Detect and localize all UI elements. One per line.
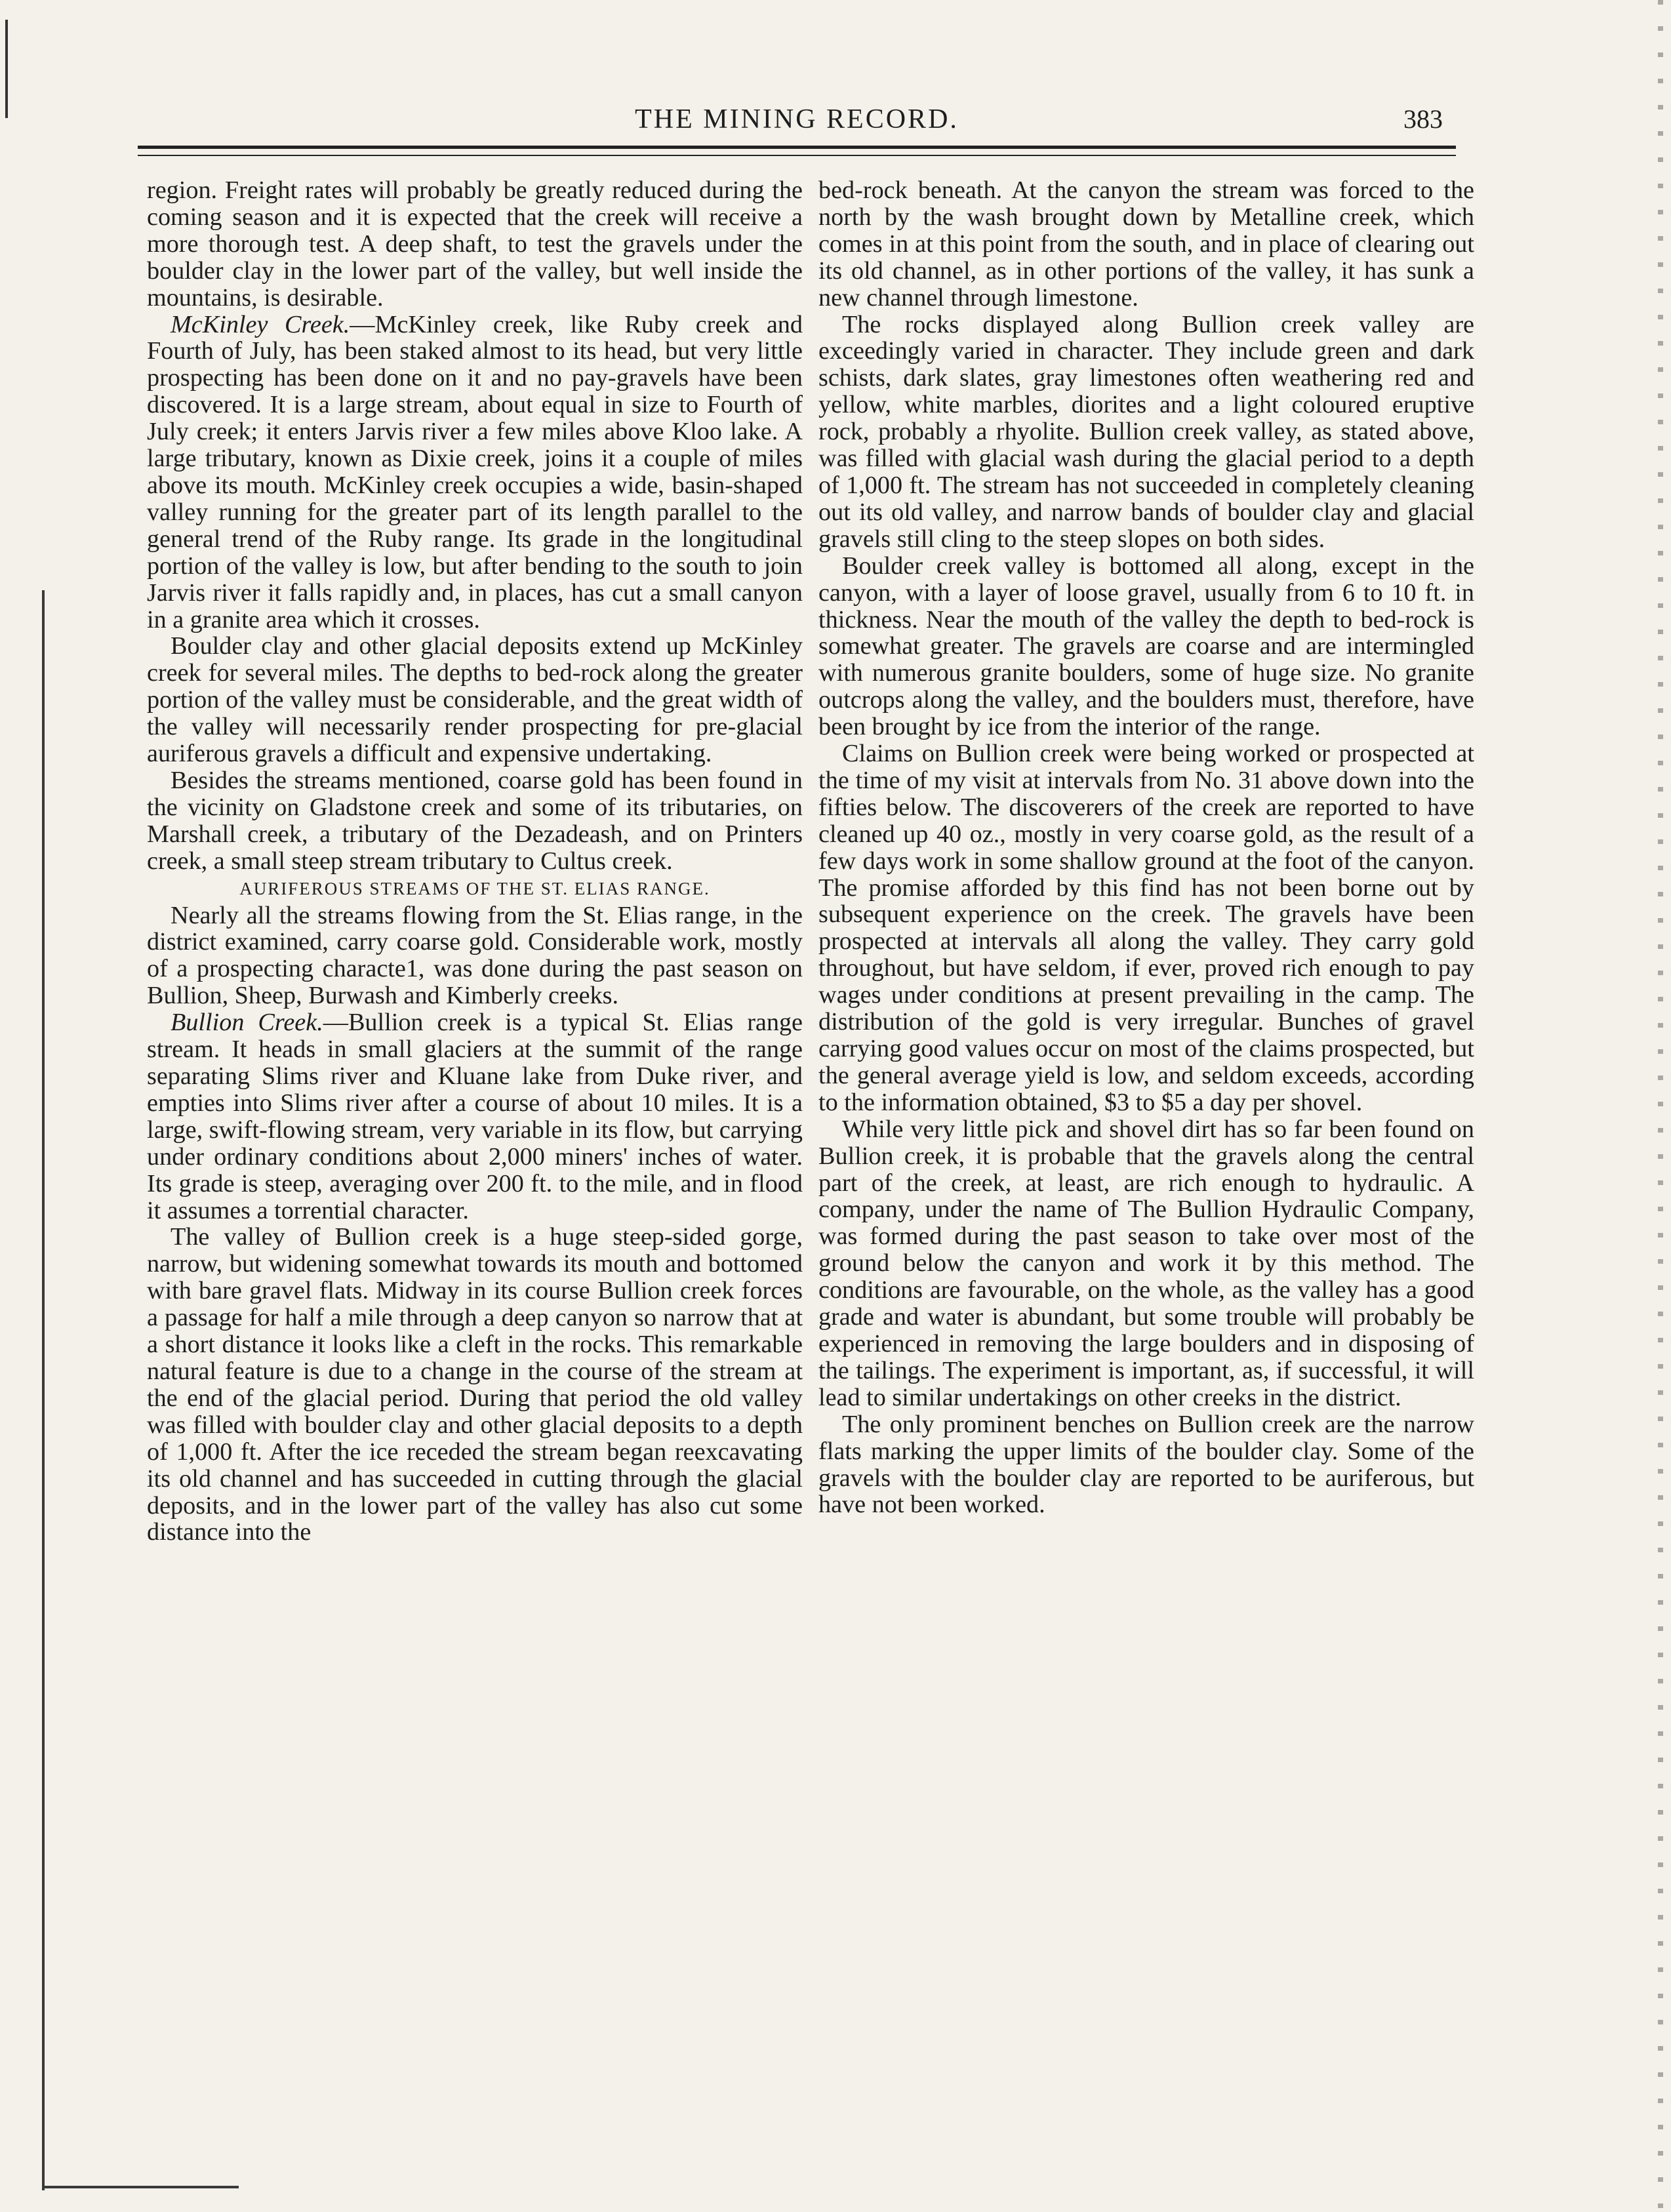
scan-edge-specks <box>1658 0 1663 2212</box>
page-number: 383 <box>1403 104 1443 134</box>
header-rule-thick <box>138 146 1456 149</box>
paragraph: Bullion Creek.—Bullion creek is a typical St. Elias range stream. It heads in small glaciers at the summit of the range separating Slims river and Kluane lake from Duke river, and empties into Slims river after a course of about 10 miles. It is a large, swift-flowing stream, very variable in its flow, but carrying under ordinary conditions about 2,000 miners' inches of water. Its grade is steep, averaging over 200 ft. to the mile, and in flood it assumes a torrential character. <box>147 1009 803 1224</box>
paragraph: region. Freight rates will probably be greatly reduced during the coming season and it is expected that the creek will receive a more thorough test. A deep shaft, to test the gravels under the boulder clay in the lower part of the valley, but well inside the mountains, is desirable. <box>147 176 803 312</box>
paragraph: Nearly all the streams flowing from the St. Elias range, in the district examined, carry coarse gold. Considerable work, mostly of a prospecting characte1, was done during the past season on Bullion, Sheep, Burwash and Kimberly creeks. <box>147 901 803 1010</box>
section-title: McKinley Creek. <box>171 310 350 338</box>
paragraph: Besides the streams mentioned, coarse gold has been found in the vicinity on Gladstone creek and some of its tributaries, on Marshall creek, a tributary of the Dezadeash, and on Printers creek, a small steep stream tributary to Cultus creek. <box>147 766 803 875</box>
right-column <box>818 177 1474 1518</box>
paragraph: Boulder clay and other glacial deposits extend up McKinley creek for several miles. The depths to bed-rock along the greater portion of the valley must be considerable, and the great width of the valley will necessarily render prospecting for pre-glacial auriferous gravels a difficult and expensive undertaking. <box>147 632 803 768</box>
paragraph: While very little pick and shovel dirt has so far been found on Bullion creek, it is probable that the gravels along the central part of the creek, at least, are rich enough to hydraulic. A company, under the name of The Bullion Hydraulic Company, was formed during the past season to take over most of the ground below the canyon and work it by this method. The conditions are favourable, on the whole, as the valley has a good grade and water is abundant, but some trouble will probably be experienced in removing the large boulders and in disposing of the tailings. The experiment is important, as, if successful, it will lead to similar undertakings on other creeks in the district. <box>818 1115 1474 1411</box>
scan-edge-mark <box>5 20 8 118</box>
paragraph: McKinley Creek.—McKinley creek, like Ruby creek and Fourth of July, has been staked almost to its head, but very little prospecting has been done on it and no pay-gravels have been discovered. It is a large stream, about equal in size to Fourth of July creek; it enters Jarvis river a few miles above Kloo lake. A large tributary, known as Dixie creek, joins it a couple of miles above its mouth. McKinley creek occupies a wide, basin-shaped valley running for the greater part of its length parallel to the general trend of the Ruby range. Its grade in the longitudinal portion of the valley is low, but after bending to the south to join Jarvis river it falls rapidly and, in places, has cut a small canyon in a granite area which it crosses. <box>147 310 803 633</box>
paragraph: The rocks displayed along Bullion creek valley are exceedingly varied in character. They include green and dark schists, dark slates, gray limestones often weathering red and yellow, white marbles, diorites and a light coloured eruptive rock, probably a rhyolite. Bullion creek valley, as stated above, was filled with glacial wash during the glacial period to a depth of 1,000 ft. The stream has not succeeded in completely cleaning out its old valley, and narrow bands of boulder clay and glacial gravels still cling to the steep slopes on both sides. <box>818 310 1474 553</box>
paragraph: Claims on Bullion creek were being worked or prospected at the time of my visit at intervals from No. 31 above down into the fifties below. The discoverers of the creek are reported to have cleaned up 40 oz., mostly in very coarse gold, as the result of a few days work in some shallow ground at the foot of the canyon. The promise afforded by this find has not been borne out by subsequent experience on the creek. The gravels have been prospected at intervals all along the valley. They carry gold throughout, but have seldom, if ever, proved rich enough to pay wages under conditions at present prevailing in the camp. The distribution of the gold is very irregular. Bunches of gravel carrying good values occur on most of the claims prospected, but the general average yield is low, and seldom exceeds, according to the information obtained, $3 to $5 a day per shovel. <box>818 740 1474 1116</box>
header-rule-thin <box>138 155 1456 156</box>
binding-edge-line <box>42 590 45 2190</box>
running-head: THE MINING RECORD. <box>635 104 959 134</box>
section-title: Bullion Creek. <box>171 1009 323 1037</box>
paragraph: The valley of Bullion creek is a huge steep-sided gorge, narrow, but widening somewhat towards its mouth and bottomed with bare gravel flats. Midway in its course Bullion creek forces a passage for half a mile through a deep canyon so narrow that at a short distance it looks like a cleft in the rocks. This remarkable natural feature is due to a change in the course of the stream at the end of the glacial period. During that period the old valley was filled with boulder clay and other glacial deposits to a depth of 1,000 ft. After the ice receded the stream began reexcavating its old channel and has succeeded in cutting through the glacial deposits, and in the lower part of the valley has also cut some distance into the <box>147 1223 803 1546</box>
bottom-edge-line <box>42 2186 239 2188</box>
section-heading: AURIFEROUS STREAMS OF THE ST. ELIAS RANGE. <box>239 878 710 898</box>
paragraph: bed-rock beneath. At the canyon the stream was forced to the north by the wash brought down by Metalline creek, which comes in at this point from the south, and in place of clearing out its old channel, as in other portions of the valley, it has sunk a new channel through limestone. <box>818 176 1474 312</box>
page-header <box>138 98 1456 144</box>
left-column <box>147 177 803 1546</box>
paragraph: The only prominent benches on Bullion creek are the narrow flats marking the upper limits of the boulder clay. Some of the gravels with the boulder clay are reported to be auriferous, but have not been worked. <box>818 1410 1474 1519</box>
paragraph: Boulder creek valley is bottomed all along, except in the canyon, with a layer of loose gravel, usually from 6 to 10 ft. in thickness. Near the mouth of the valley the depth to bed-rock is somewhat greater. The gravels are coarse and are intermingled with numerous granite boulders, some of huge size. No granite outcrops along the valley, and the boulders must, therefore, have been brought by ice from the interior of the range. <box>818 552 1474 741</box>
